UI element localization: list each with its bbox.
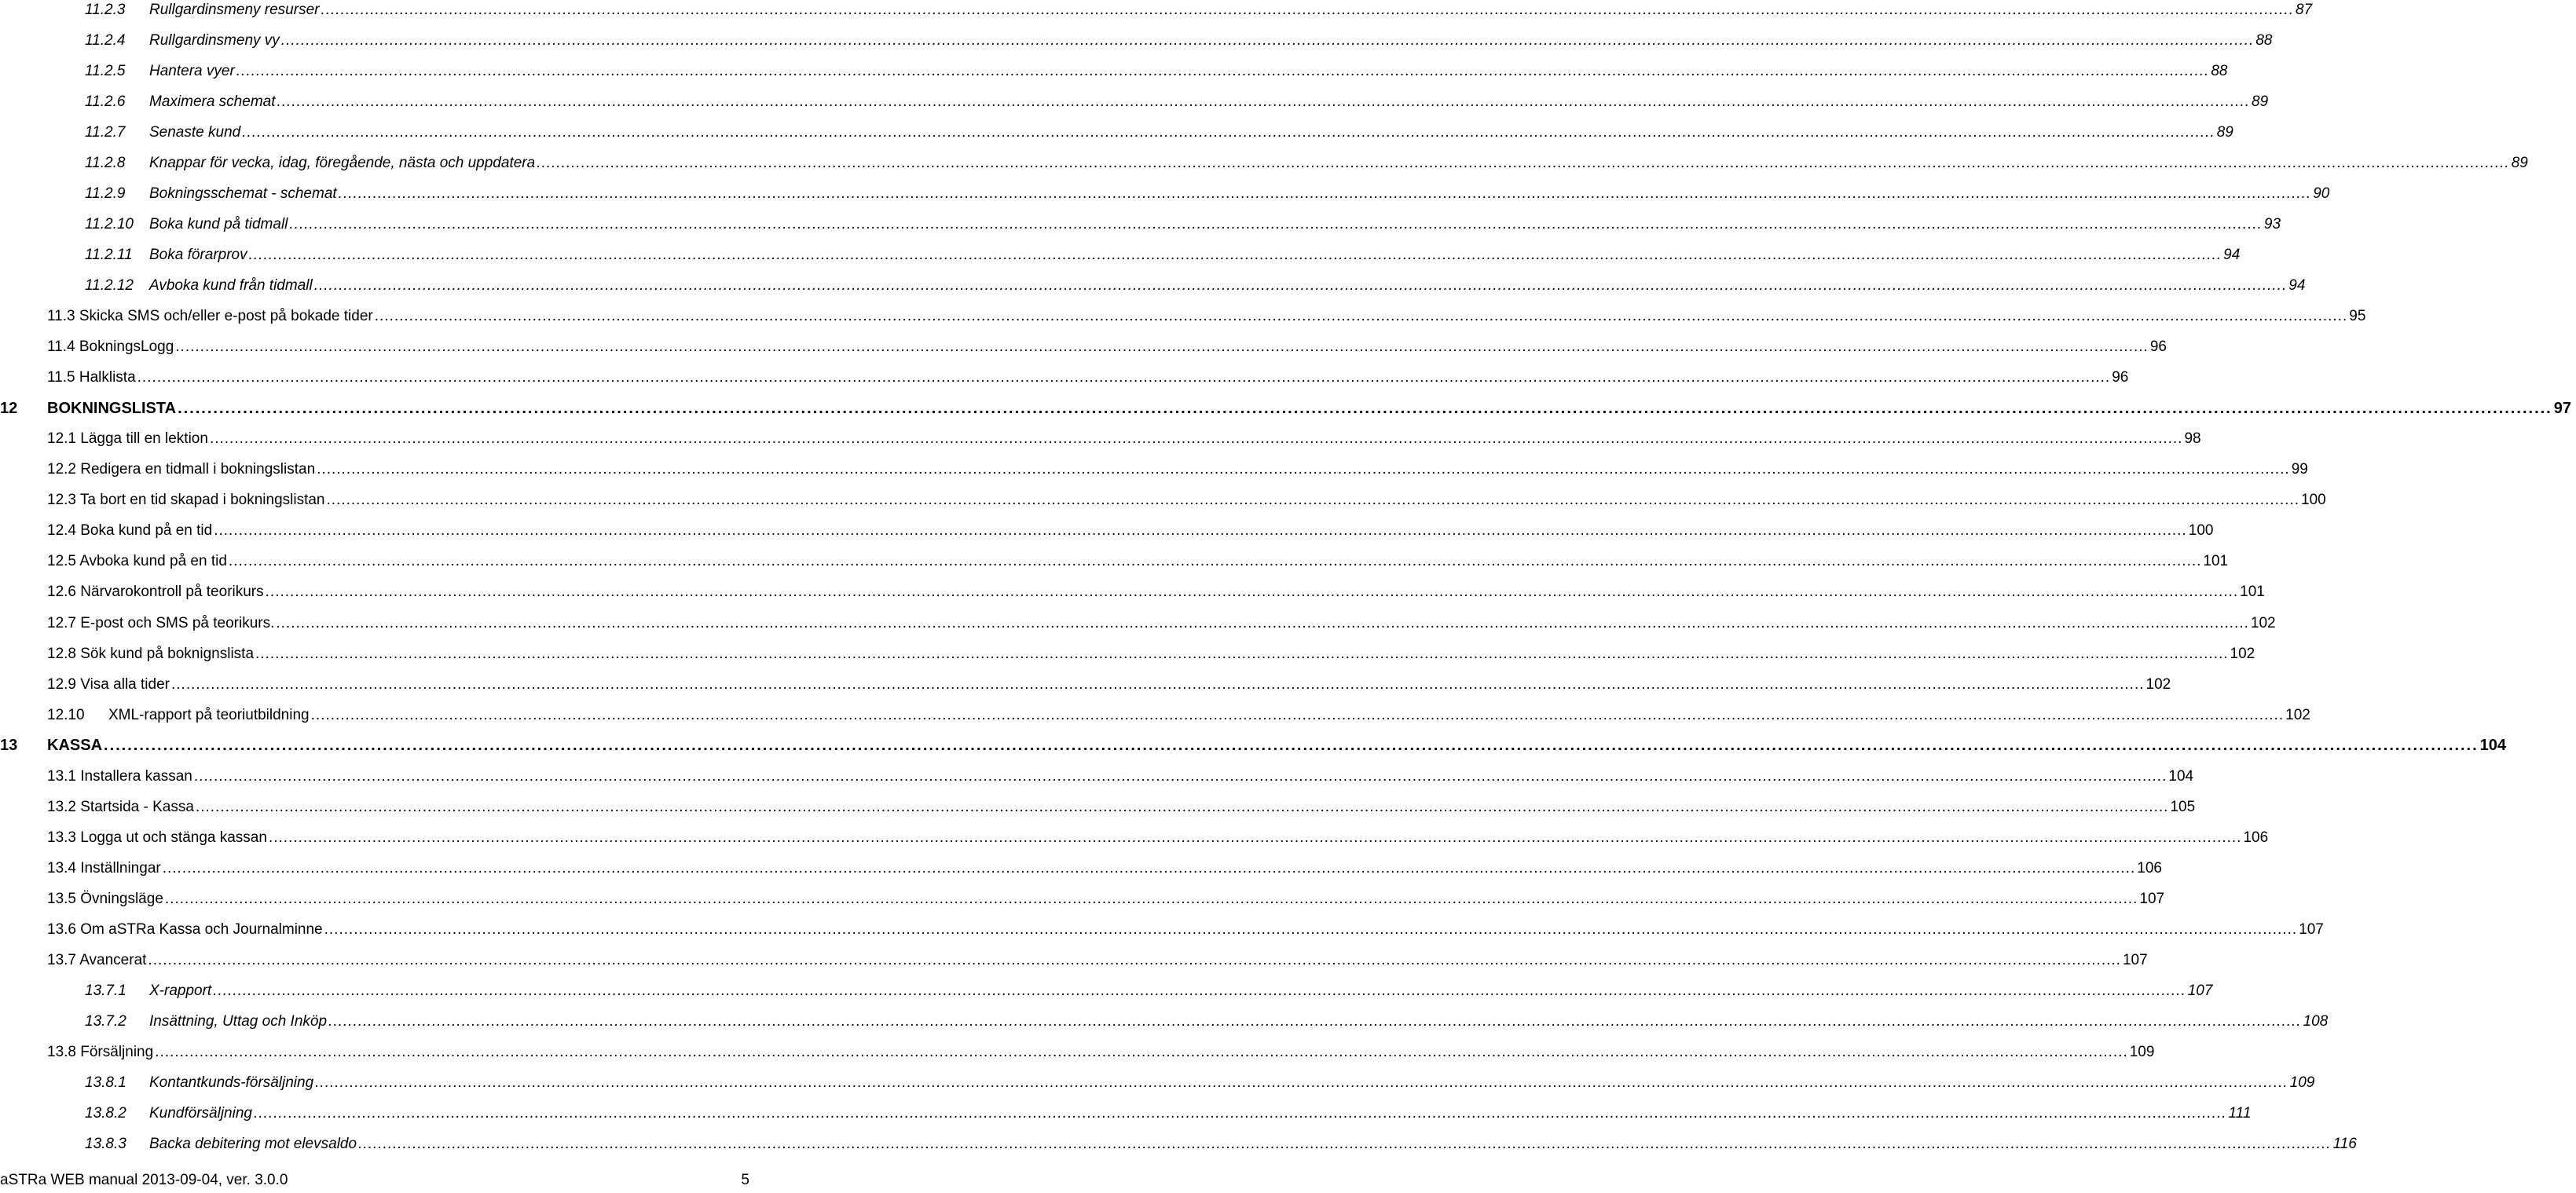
toc-entry-number: 13.7.1 — [85, 983, 126, 1000]
toc-entry-title: 12.7 E-post och SMS på teorikurs. — [47, 614, 275, 631]
toc-entry-number: 11.2.5 — [85, 62, 126, 79]
toc-entry-number: 11.2.11 — [85, 246, 133, 263]
toc-entry[interactable] — [0, 242, 2241, 267]
toc-entry-title: 12.4 Boka kund på en tid — [47, 522, 213, 540]
toc-entry-number: 13.8.1 — [85, 1074, 126, 1092]
toc-dot-leader: ................................................................................................................................................................................................................................................................................................................................................................................................................ — [137, 369, 2111, 386]
toc-entry-number: 11.2.3 — [85, 1, 126, 18]
toc-entry-title: 13.7 Avancerat — [47, 952, 147, 969]
toc-entry-page-number: 96 — [2149, 339, 2167, 356]
toc-entry-page-number: 89 — [2216, 123, 2233, 141]
toc-entry-page-number: 116 — [2332, 1136, 2357, 1153]
toc-entry[interactable] — [0, 702, 2310, 727]
toc-entry-title: BOKNINGSLISTA — [47, 399, 177, 417]
toc-entry-page-number: 88 — [2255, 31, 2273, 49]
toc-dot-leader: ................................................................................................................................................................................................................................................................................................................................................................................................................ — [537, 154, 2510, 171]
toc-entry-title: 13.8 Försäljning — [47, 1044, 154, 1061]
toc-entry[interactable] — [0, 58, 2228, 83]
toc-entry-page-number: 107 — [2187, 983, 2213, 1000]
toc-dot-leader: ................................................................................................................................................................................................................................................................................................................................................................................................................ — [338, 185, 2312, 202]
toc-entry-title: Rullgardinsmeny vy — [149, 31, 280, 49]
toc-entry-page-number: 102 — [2250, 614, 2276, 631]
toc-entry-page-number: 108 — [2303, 1013, 2329, 1030]
toc-entry-number: 11.2.6 — [85, 93, 126, 110]
toc-entry-page-number: 107 — [2299, 921, 2324, 938]
toc-entry-title: Kontantkunds-försäljning — [149, 1074, 314, 1092]
toc-dot-leader: ................................................................................................................................................................................................................................................................................................................................................................................................................ — [280, 31, 2255, 49]
toc-entry-title: 12.1 Lägga till en lektion — [47, 430, 208, 448]
toc-entry-title: 11.3 Skicka SMS och/eller e-post på bokade tider — [47, 308, 373, 324]
toc-entry-page-number: 89 — [2511, 154, 2528, 171]
toc-entry-title: 13.2 Startsida - Kassa — [47, 798, 194, 815]
toc-entry[interactable] — [0, 181, 2330, 206]
toc-entry-title: 13.3 Logga ut och stänga kassan — [47, 829, 267, 846]
toc-dot-leader: ................................................................................................................................................................................................................................................................................................................................................................................................................ — [326, 492, 2300, 509]
toc-entry-page-number: 94 — [2288, 276, 2306, 294]
toc-dot-leader: ................................................................................................................................................................................................................................................................................................................................................................................................................ — [175, 339, 2149, 356]
toc-entry[interactable] — [0, 886, 2165, 911]
toc-dot-leader: ................................................................................................................................................................................................................................................................................................................................................................................................................ — [193, 767, 2167, 785]
toc-entry-page-number: 87 — [2296, 1, 2313, 18]
toc-entry-page-number: 102 — [2230, 645, 2255, 662]
toc-entry-page-number: 104 — [2168, 767, 2194, 785]
toc-dot-leader: ................................................................................................................................................................................................................................................................................................................................................................................................................ — [104, 737, 2479, 755]
toc-entry-page-number: 105 — [2170, 798, 2196, 815]
toc-entry[interactable] — [0, 825, 2269, 850]
toc-dot-leader: ................................................................................................................................................................................................................................................................................................................................................................................................................ — [374, 308, 2348, 324]
toc-entry[interactable] — [0, 948, 2148, 973]
toc-entry[interactable] — [0, 150, 2528, 175]
toc-dot-leader: ................................................................................................................................................................................................................................................................................................................................................................................................................ — [195, 798, 2169, 815]
toc-entry[interactable] — [0, 396, 2571, 421]
toc-dot-leader: ................................................................................................................................................................................................................................................................................................................................................................................................................ — [148, 952, 2121, 969]
toc-entry-page-number: 98 — [2184, 430, 2201, 448]
toc-dot-leader: ................................................................................................................................................................................................................................................................................................................................................................................................................ — [289, 215, 2263, 232]
toc-entry-page-number: 111 — [2228, 1105, 2252, 1122]
toc-entry-page-number: 100 — [2188, 522, 2214, 540]
toc-dot-leader: ................................................................................................................................................................................................................................................................................................................................................................................................................ — [164, 890, 2138, 907]
toc-entry[interactable] — [0, 304, 2366, 329]
toc-entry-title: Knappar för vecka, idag, föregående, nästa och uppdatera — [149, 154, 536, 171]
toc-entry-number: 11.2.9 — [85, 185, 126, 202]
toc-entry[interactable] — [0, 335, 2167, 360]
toc-dot-leader: ................................................................................................................................................................................................................................................................................................................................................................................................................ — [315, 1074, 2288, 1092]
toc-entry-title: Senaste kund — [149, 123, 241, 141]
toc-entry[interactable] — [0, 672, 2171, 697]
toc-entry[interactable] — [0, 1132, 2357, 1157]
toc-entry-page-number: 100 — [2301, 492, 2326, 509]
toc-dot-leader: ................................................................................................................................................................................................................................................................................................................................................................................................................ — [155, 1044, 2128, 1061]
toc-entry-page-number: 102 — [2145, 675, 2171, 693]
footer-page-number: 5 — [741, 1172, 749, 1188]
toc-entry-title: Avboka kund från tidmall — [149, 276, 313, 294]
toc-entry-title: 12.3 Ta bort en tid skapad i bokningslistan — [47, 492, 325, 509]
toc-dot-leader: ................................................................................................................................................................................................................................................................................................................................................................................................................ — [214, 522, 2187, 540]
toc-entry[interactable] — [0, 580, 2265, 605]
toc-entry[interactable] — [0, 1040, 2155, 1065]
toc-entry-page-number: 90 — [2313, 185, 2330, 202]
toc-entry-number: 13.7.2 — [85, 1013, 126, 1030]
toc-entry-page-number: 95 — [2349, 308, 2366, 324]
toc-dot-leader: ................................................................................................................................................................................................................................................................................................................................................................................................................ — [358, 1136, 2332, 1153]
toc-entry-title: Kundförsäljning — [149, 1105, 252, 1122]
toc-entry[interactable] — [0, 917, 2324, 942]
toc-entry-title: XML-rapport på teoriutbildning — [108, 706, 310, 723]
toc-entry-page-number: 97 — [2553, 399, 2571, 417]
toc-entry-page-number: 99 — [2291, 461, 2308, 478]
toc-entry-page-number: 109 — [2289, 1074, 2315, 1092]
toc-entry[interactable] — [0, 0, 2313, 22]
toc-dot-leader: ................................................................................................................................................................................................................................................................................................................................................................................................................ — [317, 461, 2290, 478]
toc-entry[interactable] — [0, 211, 2281, 236]
toc-entry-page-number: 106 — [2137, 859, 2162, 876]
toc-entry-page-number: 107 — [2139, 890, 2165, 907]
toc-dot-leader: ................................................................................................................................................................................................................................................................................................................................................................................................................ — [236, 62, 2210, 79]
toc-entry-title: 13.6 Om aSTRa Kassa och Journalminne — [47, 921, 323, 938]
toc-entry-title: 12.6 Närvarokontroll på teorikurs — [47, 584, 264, 601]
toc-entry-title: Boka förarprov — [149, 246, 247, 263]
toc-entry[interactable] — [0, 549, 2229, 574]
toc-entry[interactable] — [0, 733, 2507, 758]
toc-dot-leader: ................................................................................................................................................................................................................................................................................................................................................................................................................ — [213, 983, 2186, 1000]
toc-dot-leader: ................................................................................................................................................................................................................................................................................................................................................................................................................ — [277, 93, 2251, 110]
toc-entry-number: 11.2.10 — [85, 215, 134, 232]
toc-dot-leader: ................................................................................................................................................................................................................................................................................................................................................................................................................ — [253, 1105, 2227, 1122]
footer-title: aSTRa WEB manual 2013-09-04, ver. 3.0.0 — [0, 1172, 288, 1188]
toc-entry[interactable] — [0, 641, 2255, 666]
toc-entry-number: 13.8.3 — [85, 1136, 126, 1153]
toc-dot-leader: ................................................................................................................................................................................................................................................................................................................................................................................................................ — [248, 246, 2222, 263]
toc-dot-leader: ................................................................................................................................................................................................................................................................................................................................................................................................................ — [162, 859, 2136, 876]
toc-dot-leader: ................................................................................................................................................................................................................................................................................................................................................................................................................ — [170, 675, 2145, 693]
toc-entry[interactable] — [0, 119, 2233, 145]
toc-entry-page-number: 101 — [2203, 553, 2229, 570]
toc-dot-leader: ................................................................................................................................................................................................................................................................................................................................................................................................................ — [321, 1, 2294, 18]
toc-entry[interactable] — [0, 794, 2196, 819]
toc-dot-leader: ................................................................................................................................................................................................................................................................................................................................................................................................................ — [276, 614, 2249, 631]
toc-entry-title: 12.9 Visa alla tider — [47, 675, 170, 693]
toc-entry-page-number: 88 — [2211, 62, 2228, 79]
toc-entry-title: X-rapport — [149, 983, 212, 1000]
toc-entry-number: 12 — [0, 399, 18, 417]
toc-entry[interactable] — [0, 365, 2129, 390]
toc-entry-number: 11.2.4 — [85, 31, 126, 49]
toc-entry[interactable] — [0, 1070, 2315, 1096]
toc-entry[interactable] — [0, 855, 2162, 880]
toc-entry-page-number: 104 — [2479, 737, 2507, 755]
toc-dot-leader: ................................................................................................................................................................................................................................................................................................................................................................................................................ — [324, 921, 2298, 938]
toc-entry-page-number: 94 — [2223, 246, 2241, 263]
toc-entry-title: 12.8 Sök kund på boknignslista — [47, 645, 255, 662]
toc-dot-leader: ................................................................................................................................................................................................................................................................................................................................................................................................................ — [178, 399, 2552, 417]
toc-dot-leader: ................................................................................................................................................................................................................................................................................................................................................................................................................ — [313, 276, 2288, 294]
toc-dot-leader: ................................................................................................................................................................................................................................................................................................................................................................................................................ — [242, 123, 2215, 141]
toc-entry-title: 11.4 BokningsLogg — [47, 339, 174, 356]
toc-entry-number: 12.10 — [47, 706, 85, 723]
toc-dot-leader: ................................................................................................................................................................................................................................................................................................................................................................................................................ — [209, 430, 2183, 448]
toc-entry[interactable] — [0, 763, 2194, 789]
toc-entry-number: 11.2.12 — [85, 276, 134, 294]
toc-entry-page-number: 102 — [2285, 706, 2310, 723]
toc-entry-title: Boka kund på tidmall — [149, 215, 288, 232]
toc-entry-page-number: 93 — [2263, 215, 2281, 232]
toc-entry[interactable] — [0, 426, 2201, 452]
toc-entry-title: 13.1 Installera kassan — [47, 767, 192, 785]
toc-entry[interactable] — [0, 518, 2214, 543]
toc-entry-title: 12.5 Avboka kund på en tid — [47, 553, 227, 570]
toc-entry[interactable] — [0, 610, 2276, 635]
toc-entry[interactable] — [0, 457, 2308, 482]
toc-entry-title: 13.4 Inställningar — [47, 859, 161, 876]
toc-entry-page-number: 106 — [2243, 829, 2269, 846]
toc-entry-page-number: 96 — [2112, 369, 2129, 386]
toc-entry-title: Bokningsschemat - schemat — [149, 185, 337, 202]
toc-entry-page-number: 107 — [2122, 952, 2148, 969]
toc-dot-leader: ................................................................................................................................................................................................................................................................................................................................................................................................................ — [268, 829, 2242, 846]
toc-entry[interactable] — [0, 1101, 2252, 1126]
toc-entry[interactable] — [0, 89, 2269, 114]
toc-entry-number: 11.2.7 — [85, 123, 126, 141]
toc-entry[interactable] — [0, 979, 2213, 1004]
toc-entry-page-number: 109 — [2129, 1044, 2155, 1061]
toc-entry-page-number: 101 — [2240, 584, 2265, 601]
toc-entry-title: 12.2 Redigera en tidmall i bokningslistan — [47, 461, 316, 478]
toc-dot-leader: ................................................................................................................................................................................................................................................................................................................................................................................................................ — [265, 584, 2239, 601]
toc-entry-title: Insättning, Uttag och Inköp — [149, 1013, 328, 1030]
toc-entry-number: 13.8.2 — [85, 1105, 126, 1122]
toc-entry-page-number: 89 — [2252, 93, 2269, 110]
toc-entry[interactable] — [0, 488, 2326, 513]
page-footer — [0, 1169, 754, 1192]
toc-dot-leader: ................................................................................................................................................................................................................................................................................................................................................................................................................ — [228, 553, 2202, 570]
toc-entry-title: 13.5 Övningsläge — [47, 890, 163, 907]
toc-entry-title: 11.5 Halklista — [47, 369, 136, 386]
toc-entry-title: KASSA — [47, 737, 103, 755]
toc-entry[interactable] — [0, 27, 2273, 53]
toc-entry-title: Maximera schemat — [149, 93, 276, 110]
toc-entry[interactable] — [0, 1009, 2329, 1034]
toc-entry-title: Rullgardinsmeny resurser — [149, 1, 320, 18]
toc-entry-title: Hantera vyer — [149, 62, 235, 79]
toc-dot-leader: ................................................................................................................................................................................................................................................................................................................................................................................................................ — [310, 706, 2285, 723]
toc-entry-title: Backa debitering mot elevsaldo — [149, 1136, 357, 1153]
toc-dot-leader: ................................................................................................................................................................................................................................................................................................................................................................................................................ — [255, 645, 2229, 662]
toc-dot-leader: ................................................................................................................................................................................................................................................................................................................................................................................................................ — [328, 1013, 2302, 1030]
toc-entry-number: 13 — [0, 737, 18, 755]
toc-entry-number: 11.2.8 — [85, 154, 126, 171]
toc-entry[interactable] — [0, 273, 2306, 298]
